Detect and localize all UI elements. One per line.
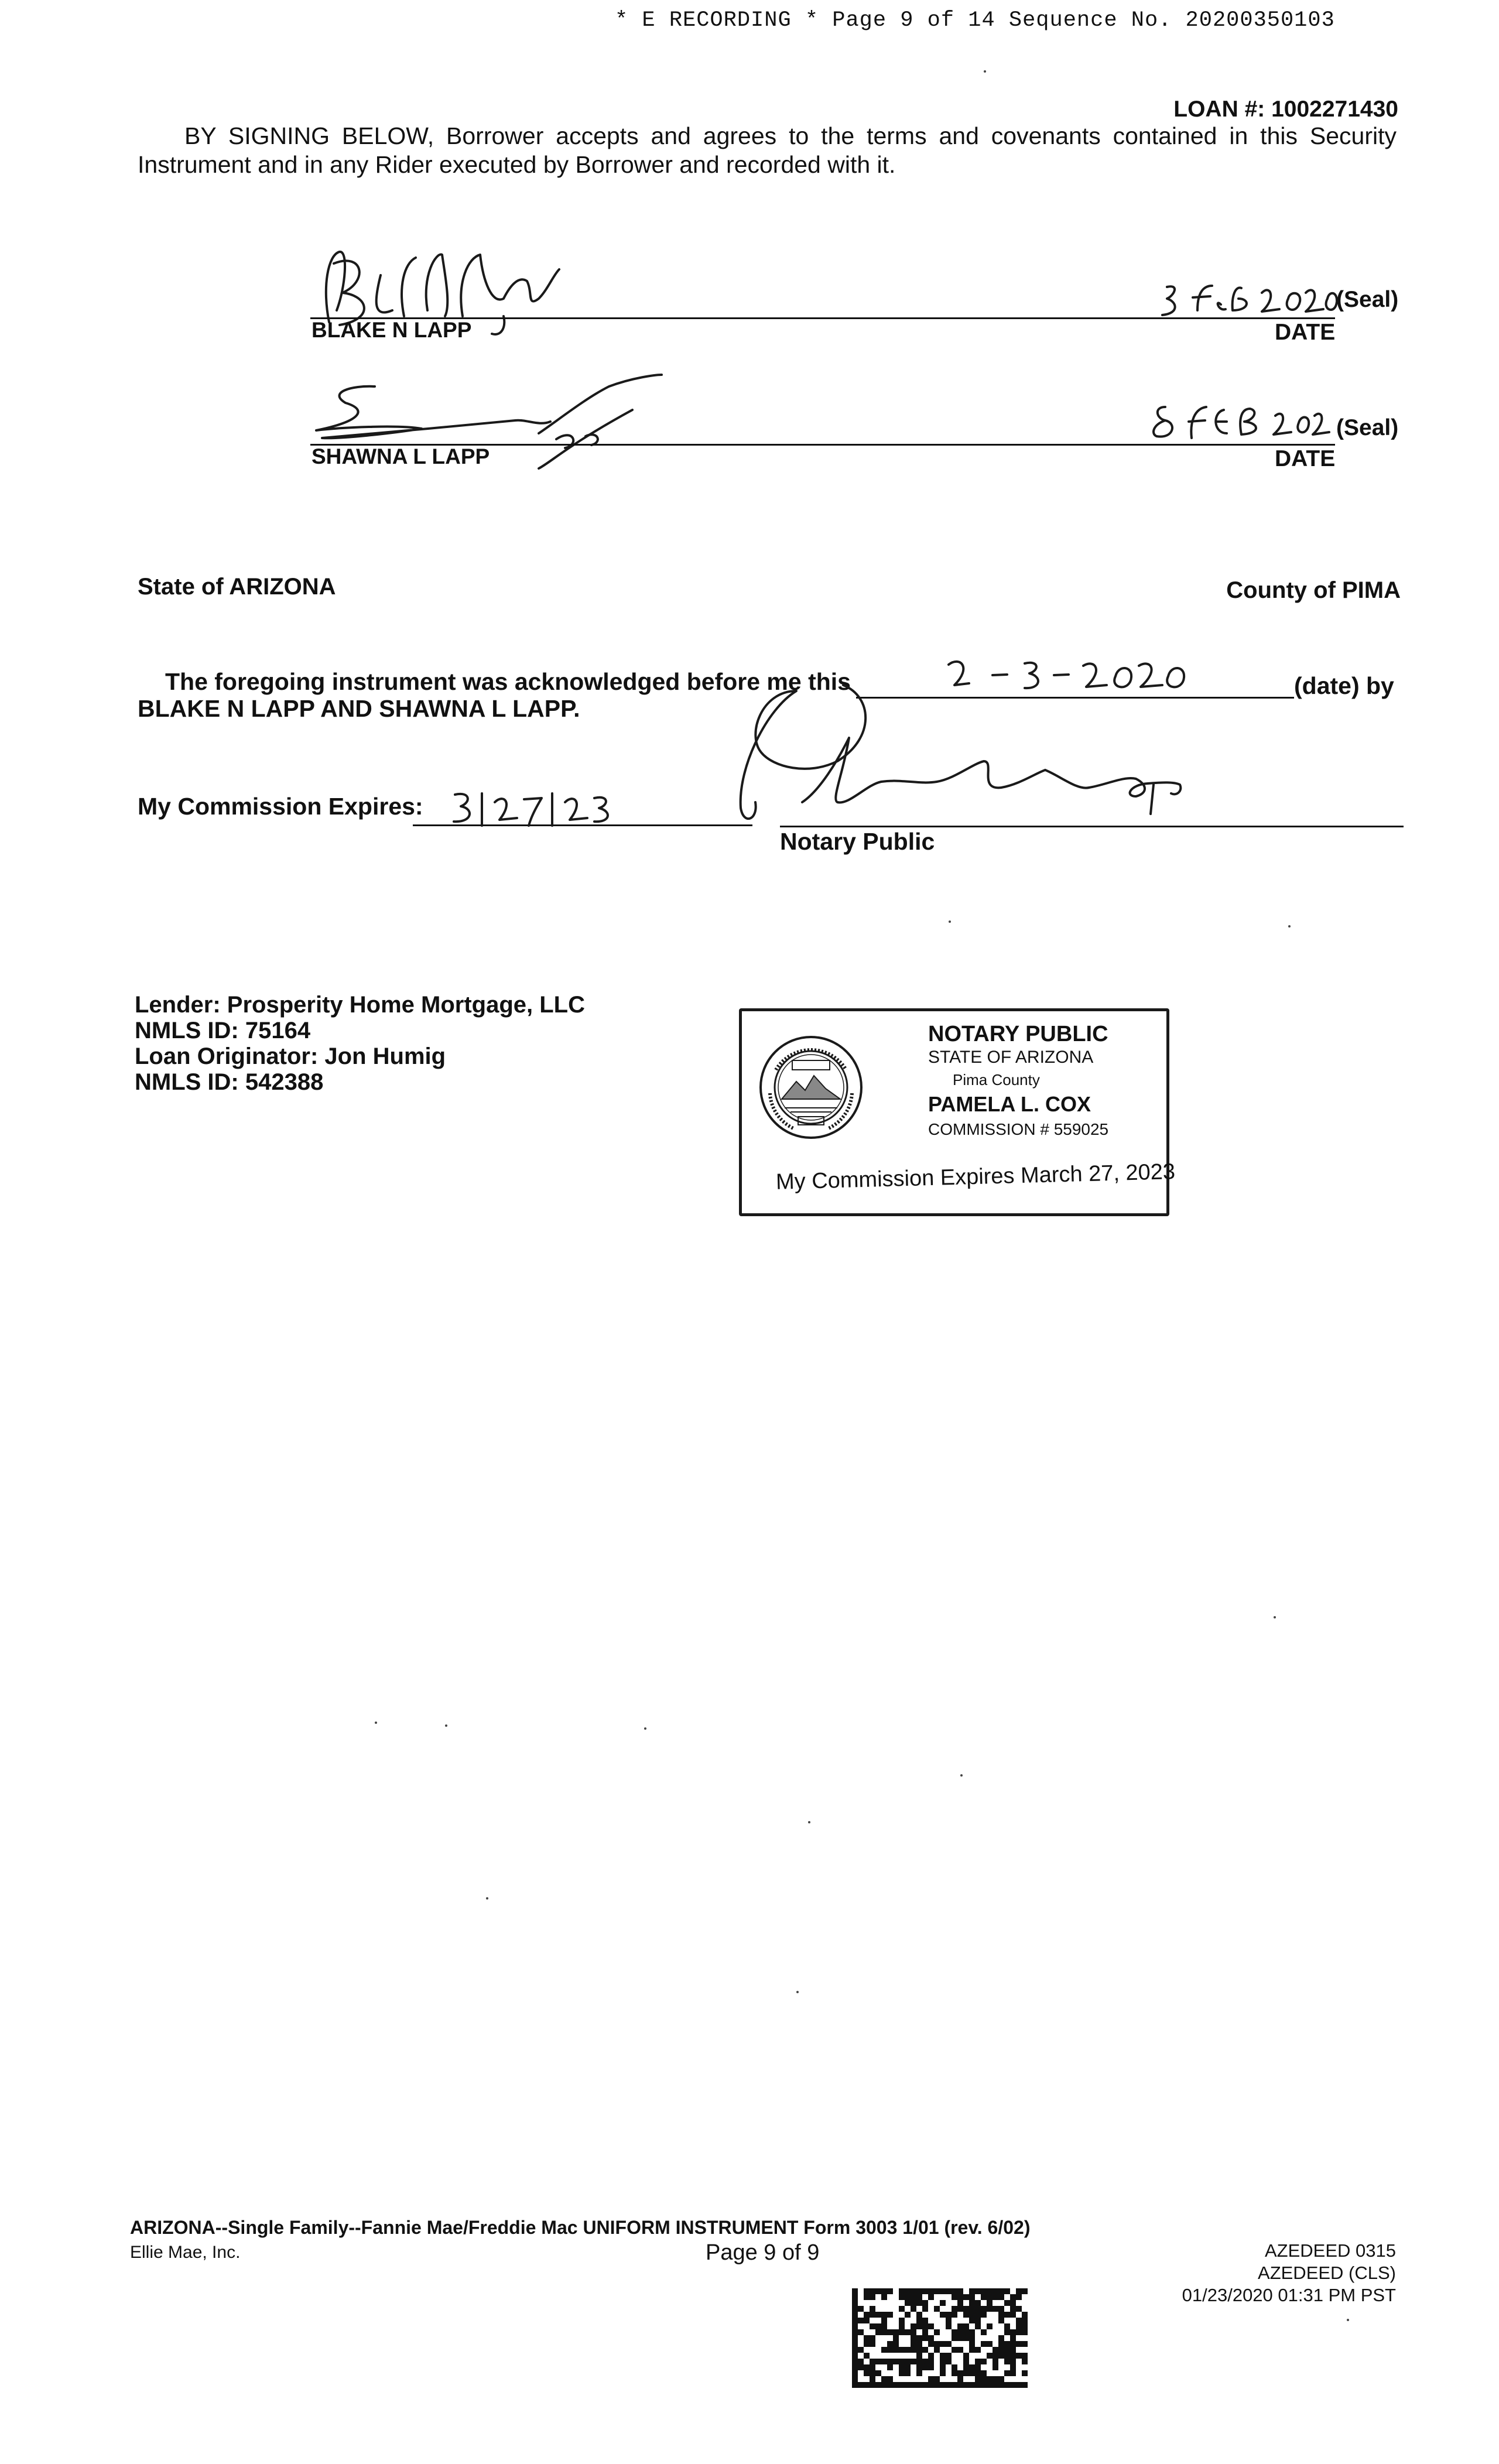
stamp-notary-public: NOTARY PUBLIC: [928, 1022, 1108, 1046]
borrower-acceptance-paragraph: BY SIGNING BELOW, Borrower accepts and agrees to the terms and covenants contained in this Security Instrument and in any Rider executed by Borrower and recorded with it.: [138, 122, 1397, 178]
loan-originator: Loan Originator: Jon Humig: [135, 1043, 446, 1069]
borrower-1-name: BLAKE N LAPP: [312, 318, 472, 342]
commission-expires-label: My Commission Expires:: [138, 793, 423, 820]
county-label: County of PIMA: [1226, 577, 1401, 603]
borrower-1-date-label: DATE: [1275, 320, 1336, 345]
borrower-1-handwritten-date: [1156, 275, 1338, 322]
borrower-2-name: SHAWNA L LAPP: [312, 444, 490, 468]
borrower-2-handwritten-date: [1148, 398, 1335, 445]
loan-originator-nmls-id: NMLS ID: 542388: [135, 1069, 324, 1095]
stamp-commission-expires: My Commission Expires March 27, 2023: [775, 1159, 1176, 1195]
footer-form-line: ARIZONA--Single Family--Fannie Mae/Freddie Mac UNIFORM INSTRUMENT Form 3003 1/01 (rev. 6/02): [130, 2217, 1031, 2238]
acknowledged-borrowers: BLAKE N LAPP AND SHAWNA L LAPP.: [138, 695, 580, 722]
footer-code-1: AZEDEED 0315: [1265, 2240, 1396, 2261]
footer-page-number: Page 9 of 9: [706, 2240, 820, 2265]
borrower-2-seal-label: (Seal): [1336, 415, 1399, 440]
footer-vendor: Ellie Mae, Inc.: [130, 2243, 241, 2262]
lender-name: Lender: Prosperity Home Mortgage, LLC: [135, 992, 585, 1018]
notary-public-label: Notary Public: [780, 828, 935, 855]
notary-signature: [726, 673, 1200, 831]
stamp-state: STATE OF ARIZONA: [928, 1048, 1094, 1067]
acknowledgment-date-suffix: (date) by: [1294, 672, 1394, 699]
2d-barcode-icon: [852, 2288, 1028, 2388]
borrower-2-date-label: DATE: [1275, 446, 1336, 471]
recording-header: * E RECORDING * Page 9 of 14 Sequence No. 20200350103: [615, 8, 1335, 33]
arizona-state-seal-icon: [758, 1035, 864, 1140]
lender-nmls-id: NMLS ID: 75164: [135, 1018, 311, 1043]
notary-stamp: [739, 1008, 1176, 1216]
footer-timestamp: 01/23/2020 01:31 PM PST: [1182, 2285, 1396, 2305]
stamp-county: Pima County: [953, 1071, 1040, 1089]
borrower-1-seal-label: (Seal): [1336, 287, 1399, 312]
stamp-notary-name: PAMELA L. COX: [928, 1092, 1091, 1116]
acknowledgment-text: The foregoing instrument was acknowledged before me this: [165, 668, 851, 695]
state-label: State of ARIZONA: [138, 574, 336, 600]
stamp-commission-number: COMMISSION # 559025: [928, 1120, 1109, 1138]
loan-number: LOAN #: 1002271430: [1173, 97, 1398, 122]
commission-handwritten-date: [448, 788, 624, 831]
footer-code-2: AZEDEED (CLS): [1258, 2263, 1396, 2283]
